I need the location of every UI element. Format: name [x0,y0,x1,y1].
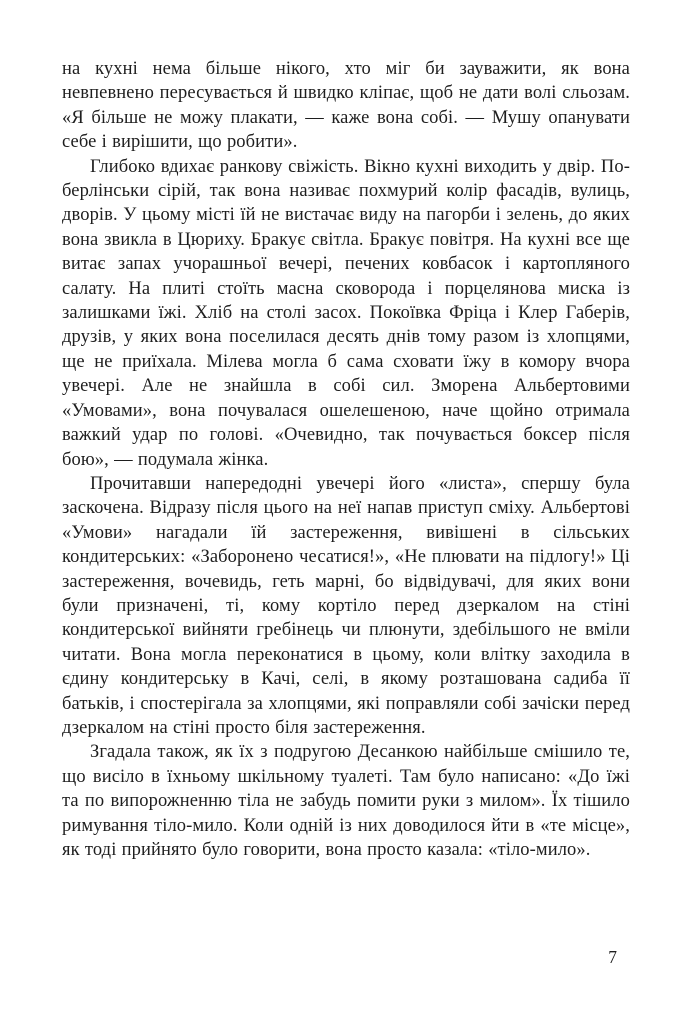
paragraph: на кухні нема більше нікого, хто міг би зауважити, як вона невпевнено пересувається й швидко кліпає, щоб не дати волі сльозам. «Я більше не можу плакати, — каже вона собі. — Мушу опанувати себе і вирішити, що робити». [62,59,630,153]
body-text [62,57,630,862]
paragraph: Глибоко вдихає ранкову свіжість. Вікно кухні виходить у двір. По-берлінськи сірій, так вона називає похмурий колір фасадів, вулиць, дворів. У цьому місті їй не вистачає виду на пагорби і зелень, до яких вона звикла в Цюриху. Бракує світла. Бракує повітря. На кухні все ще витає запах учорашньої вечері, печених ковбасок і картопляного салату. На плиті стоїть масна сковорода і порцелянова миска із залишками їжі. Хліб на столі засох. Покоївка Фріца і Клер Габерів, друзів, у яких вона поселилася десять днів тому разом із хлопцями, ще не приїхала. Мілева могла б сама сховати їжу в комору вчора увечері. Але не знайшла в собі сил. Зморена Альбертовими «Умовами», вона почувалася ошелешеною, наче щойно отримала важкий удар по голові. «Очевидно, так почувається боксер після бою», — подумала жінка. [62,156,630,470]
paragraph: Прочитавши напередодні увечері його «листа», спершу була заскочена. Відразу після цього на неї напав приступ сміху. Альбертові «Умови» нагадали їй застереження, вивішені в сільських кондитерських: «Заборонено чесатися!», «Не плювати на підлогу!» Ці застереження, вочевидь, геть марні, бо відвідувачі, для яких вони були призначені, ті, кому кортіло перед дзеркалом на стіні кондитерської вийняти гребінець чи плюнути, здебільшого не вміли читати. Вона могла переконатися в цьому, коли влітку заходила в єдину кондитерську в Качі, селі, в якому розташована садиба її батьків, і спостерігала за хлопцями, які поправляли собі зачіски перед дзеркалом на стіні просто біля застереження. [62,473,630,738]
page-number: 7 [608,947,617,967]
paragraph: Згадала також, як їх з подругою Десанкою найбільше смішило те, що висіло в їхньому шкільному туалеті. Там було написано: «До їжі та по випорожненню тіла не забудь помити руки з милом». Їх тішило римування тіло-мило. Коли одній із них доводилося йти в «те місце», як тоді прийнято було говорити, вона просто казала: «тіло-мило». [62,742,630,860]
